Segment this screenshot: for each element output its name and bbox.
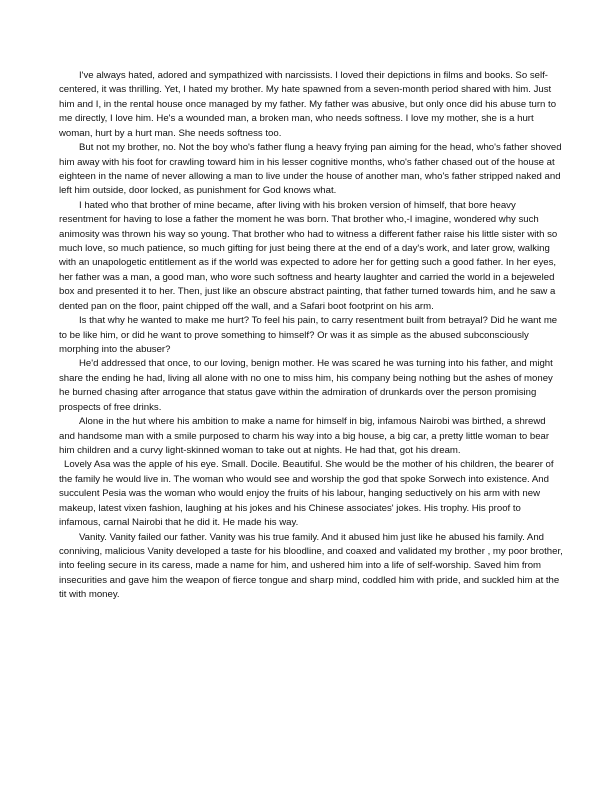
paragraph-7: Lovely Asa was the apple of his eye. Small. Docile. Beautiful. She would be the mother of his children, the bearer of the family he would live in. The woman who would see and worship the god that spoke Sorwech into existence. And succulent Pesia was the woman who would enjoy the fruits of his labour, hanging seductively on his arm with new makeup, latest vixen fashion, laughing at his jokes and his Chinese associates' jokes. His trophy. His proof to infamous, carnal Nairobi that he did it. He made his way. xyxy=(59,459,554,529)
paragraph-8: Vanity. Vanity failed our father. Vanity was his true family. And it abused him just like he abused his family. And conniving, malicious Vanity developed a taste for his bloodline, and coaxed and validated my brother , my poor brother, into feeling secure in its caress, made a name for him, and ushered him into a life of self-worship. Saved him from insecurities and gave him the weapon of fierce tongue and sharp mind, coddled him with pride, and suckled him at the tit with money. xyxy=(59,531,563,601)
story-text xyxy=(59,69,564,603)
paragraph-2: But not my brother, no. Not the boy who's father flung a heavy frying pan aiming for the head, who's father shoved him away with his foot for crawling toward him in his lesser cognitive months, who's father chased out of the house at eighteen in the name of never allowing a man to live under the house of another man, who's father stripped naked and left him outside, door locked, as punishment for God knows what. xyxy=(59,142,562,197)
paragraph-3: I hated who that brother of mine became, after living with his broken version of himself, that bore heavy resentment for having to lose a father the moment he was born. That brother who,-I imagine, wondered why such animosity was thrown his way so young. That brother who had to witness a different father raise his little sister with so much love, so much patience, so much gifting for just being there at the end of a day's work, and later grow, walking with an unapologetic entitlement as if the world was expected to adore her for getting such a good father. In her eyes, her father was a man, a good man, who wore such softness and hearty laughter and carried the world in a bejeweled box and presented it to her. Then, just like an obscure abstract painting, that father turned towards him, and he saw a dented pan on the floor, paint chipped off the wall, and a Safari boot footprint on his arm. xyxy=(59,199,558,312)
paragraph-4: Is that why he wanted to make me hurt? To feel his pain, to carry resentment built from betrayal? Did he want me to be like him, or did he want to prove something to himself? Or was it as simple as the abused subconsciously morphing into the abuser? xyxy=(59,315,558,356)
paragraph-1: I've always hated, adored and sympathized with narcissists. I loved their depictions in films and books. So self-centered, it was thrilling. Yet, I hated my brother. My hate spawned from a seven-month period shared with him. Just him and I, in the rental house once managed by my father. My father was abusive, but only once did his abuse turn to me directly, I love him. He's a wounded man, a broken man, who needs softness. I love my mother, she is a hurt woman, hurt by a hurt man. She needs softness too. xyxy=(59,70,557,139)
paragraph-6: Alone in the hut where his ambition to make a name for himself in big, infamous Nairobi was birthed, a shrewd and handsome man with a smile purposed to charm his way into a big house, a big car, a pretty little woman to bear him children and a curvy light-skinned woman to take out at nights. He had that, got his dream. xyxy=(59,416,550,456)
paragraph-5: He'd addressed that once, to our loving, benign mother. He was scared he was turning into his father, and might share the ending he had, living all alone with no one to miss him, his company being nothing but the ashes of money he burned chasing after arrogance that status gave within the admiration of drunkards over the person promising prospects of free drinks. xyxy=(59,358,553,413)
